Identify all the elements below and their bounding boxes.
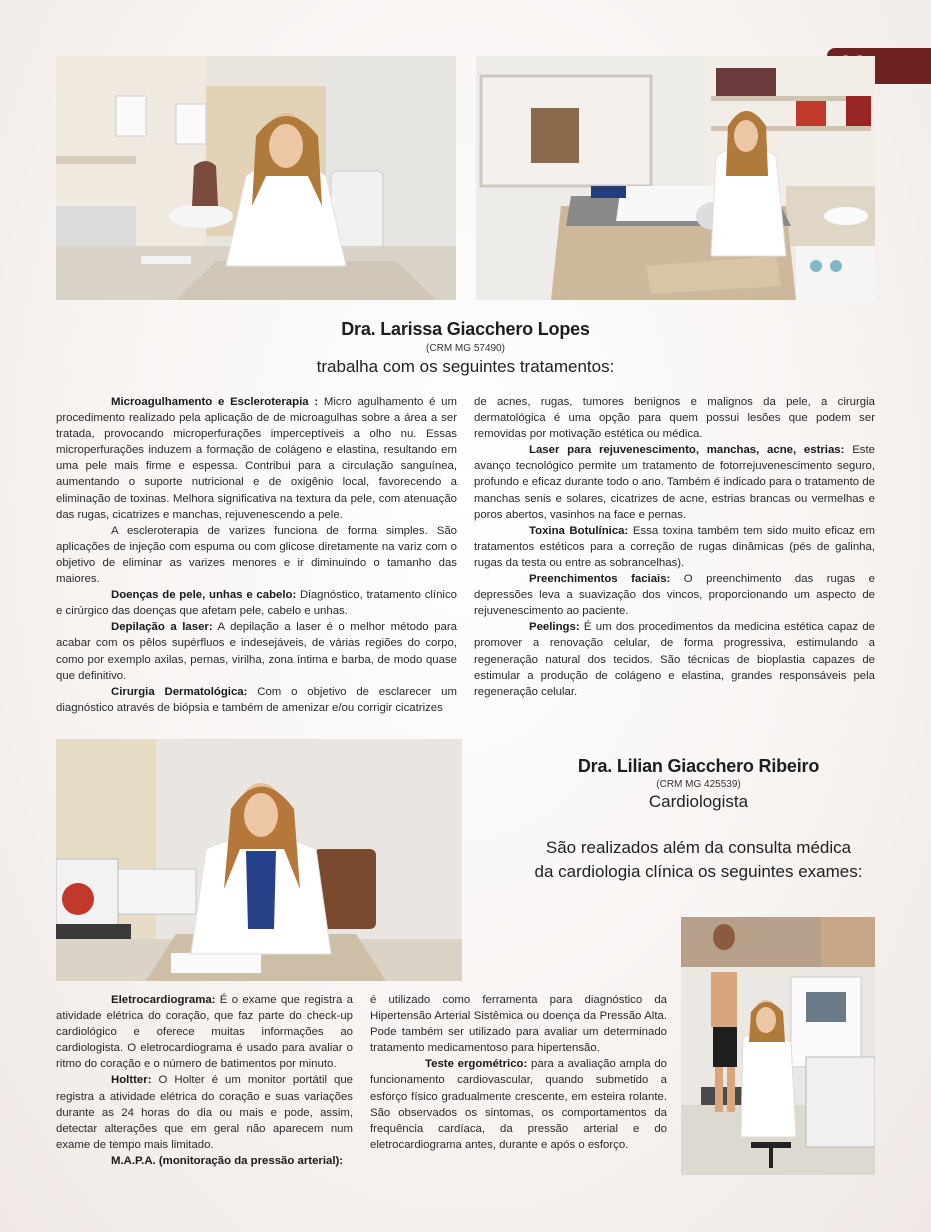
paragraph-text: A escleroterapia de varizes funciona de forma simples. São aplicações de injeção com espuma ou com glicose diretamente na variz com o objetivo de eliminar as varizes menores e ir diminuindo o tamanho das maiores. bbox=[56, 524, 457, 586]
paragraph-text: O Holter é um monitor portátil que registra a atividade elétrica do coração e suas variações durante as 24 horas do dia ou mais e pode, assim, detectar alterações que em geral não aparecem num exame de tempo mais limitado. bbox=[56, 1074, 353, 1151]
paragraph bbox=[474, 619, 875, 699]
paragraph bbox=[56, 992, 353, 1072]
paragraph bbox=[474, 394, 875, 442]
paragraph-text: de acnes, rugas, tumores benignos e malignos da pele, a cirurgia dermatológica é uma opção para quem possui lesões que podem ser removidas por motivação estética ou médica. bbox=[474, 396, 875, 441]
section1-right-column bbox=[474, 394, 875, 700]
paragraph-title: M.A.P.A. (monitoração da pressão arterial): bbox=[111, 1154, 344, 1167]
paragraph-title: Toxina Botulínica: bbox=[529, 524, 629, 537]
paragraph bbox=[56, 394, 457, 523]
paragraph-title: Teste ergométrico: bbox=[425, 1058, 528, 1071]
paragraph-text: Micro agulhamento é um procedimento realizado pela aplicação de de microagulhas sobre a área a ser tratada, provocando microperfurações imperceptíveis a olho nu. Essas microperfurações induzem a formação de colágeno e elastina, resultando em uma pele mais firme e espessa. Contribui para a circulação sanguínea, aumentando o suporte nutricional e de oxigênio local, favorecendo a eliminação de toxinas. Melhora significativa na textura da pele, com atenuação das rugas, cicatrizes e manchas, rejuvenescendo a pele. bbox=[56, 396, 457, 521]
specialty-title: Cardiologista bbox=[648, 792, 749, 811]
paragraph-title: Laser para rejuvenescimento, manchas, acne, estrias: bbox=[529, 444, 845, 457]
paragraph bbox=[56, 523, 457, 587]
paragraph-text: Este avanço tecnológico permite um tratamento de fotorrejuvenescimento seguro, profundo e eficaz durante todo o ano. Também é indicado para o tratamento de manchas senis e solares, cicatrizes de acne, estrias brancas ou vermelhas e poros abertos, vasinhos na face e pernas. bbox=[474, 444, 875, 521]
photo-stress-test bbox=[681, 917, 875, 1175]
doctor-name-larissa: Dra. Larissa Giacchero Lopes bbox=[341, 319, 590, 339]
paragraph-text: é utilizado como ferramenta para diagnóstico da Hipertensão Arterial Sistêmica ou doença da Pressão Alta. Pode também ser utilizado para avaliar um determinado tratamento medicamentoso para hipertensão. bbox=[370, 994, 667, 1055]
crm-larissa: (CRM MG 57490) bbox=[426, 343, 505, 354]
paragraph-text: A depilação a laser é o melhor método para acabar com os pêlos supérfluos e indesejáveis, de várias regiões do corpo, como por exemplo axilas, pernas, virilha, zona íntima e barba, de modo quase que definitivo. bbox=[56, 621, 457, 682]
doctor-name-lilian: Dra. Lilian Giacchero Ribeiro bbox=[577, 756, 820, 776]
paragraph-text: É o exame que registra a atividade elétrica do coração, que faz parte do check-up cardiológico e oferece muitas informações ao cardiologista. O eletrocardiograma é usado para avaliar o ritmo do coração e o número de batimentos por minuto. bbox=[56, 994, 353, 1071]
section2-intro-line2: da cardiologia clínica os seguintes exames: bbox=[534, 862, 863, 881]
photo-cardiologist-desk bbox=[56, 739, 462, 981]
paragraph bbox=[56, 619, 457, 683]
crm-lilian: (CRM MG 425539) bbox=[656, 779, 741, 790]
paragraph bbox=[474, 523, 875, 571]
paragraph bbox=[370, 992, 667, 1056]
paragraph bbox=[370, 1056, 667, 1153]
paragraph bbox=[56, 1072, 353, 1152]
paragraph-text: Essa toxina também tem sido muito eficaz em tratamentos estéticos para a correção de rugas dinâmicas (pés de galinha, rugas da testa ou entre as sobrancelhas). bbox=[474, 524, 875, 569]
paragraph-text: Com o objetivo de esclarecer um diagnóstico através de biópsia e também de amenizar e/ou corrigir cicatrizes bbox=[56, 685, 457, 714]
paragraph-title: Holtter: bbox=[111, 1074, 152, 1087]
photo-doctor-desk bbox=[56, 56, 456, 300]
paragraph-text: É um dos procedimentos da medicina estética capaz de promover a renovação celular, de forma progressiva, estimulando a regeneração natural dos tecidos. São técnicas de bioplastia capazes de estimular a produção de colágeno e elastina, grandes responsáveis pela regeneração celular. bbox=[474, 621, 875, 698]
paragraph bbox=[56, 1153, 353, 1169]
paragraph-title: Eletrocardiograma: bbox=[111, 994, 216, 1006]
paragraph-title: Depilação a laser: bbox=[111, 621, 213, 634]
paragraph-title: Microagulhamento e Escleroterapia : bbox=[111, 396, 319, 408]
section1-subtitle: trabalha com os seguintes tratamentos: bbox=[316, 357, 615, 376]
section2-intro-line1: São realizados além da consulta médica bbox=[545, 838, 852, 857]
paragraph-title: Preenchimentos faciais: bbox=[529, 573, 671, 586]
paragraph-text: O preenchimento das rugas e depressões leva a suavização dos vincos, proporcionando um aspecto de rejuvenescimento ao paciente. bbox=[474, 573, 876, 618]
paragraph bbox=[56, 684, 457, 716]
paragraph-text: para a avaliação ampla do funcionamento cardiovascular, quando submetido a esforço físico gradualmente crescente, em esteira rolante. São observados os sintomas, os comportamentos da frequência cardíaca, da pressão arterial e do eletrocardiograma antes, durante e após o esforço. bbox=[370, 1058, 668, 1151]
paragraph-title: Cirurgia Dermatológica: bbox=[111, 685, 248, 698]
paragraph-title: Doenças de pele, unhas e cabelo: bbox=[111, 589, 297, 602]
paragraph bbox=[56, 587, 457, 619]
paragraph bbox=[474, 571, 875, 619]
section2-left-column bbox=[56, 992, 353, 1169]
section1-left-column bbox=[56, 394, 457, 716]
section2-right-column bbox=[370, 992, 667, 1153]
paragraph-title: Peelings: bbox=[529, 621, 580, 634]
photo-treatment-room bbox=[476, 56, 875, 300]
paragraph bbox=[474, 442, 875, 522]
paragraph-text: Diagnóstico, tratamento clínico e cirúrgico das doenças que afetam pele, cabelo e unhas. bbox=[56, 589, 457, 618]
